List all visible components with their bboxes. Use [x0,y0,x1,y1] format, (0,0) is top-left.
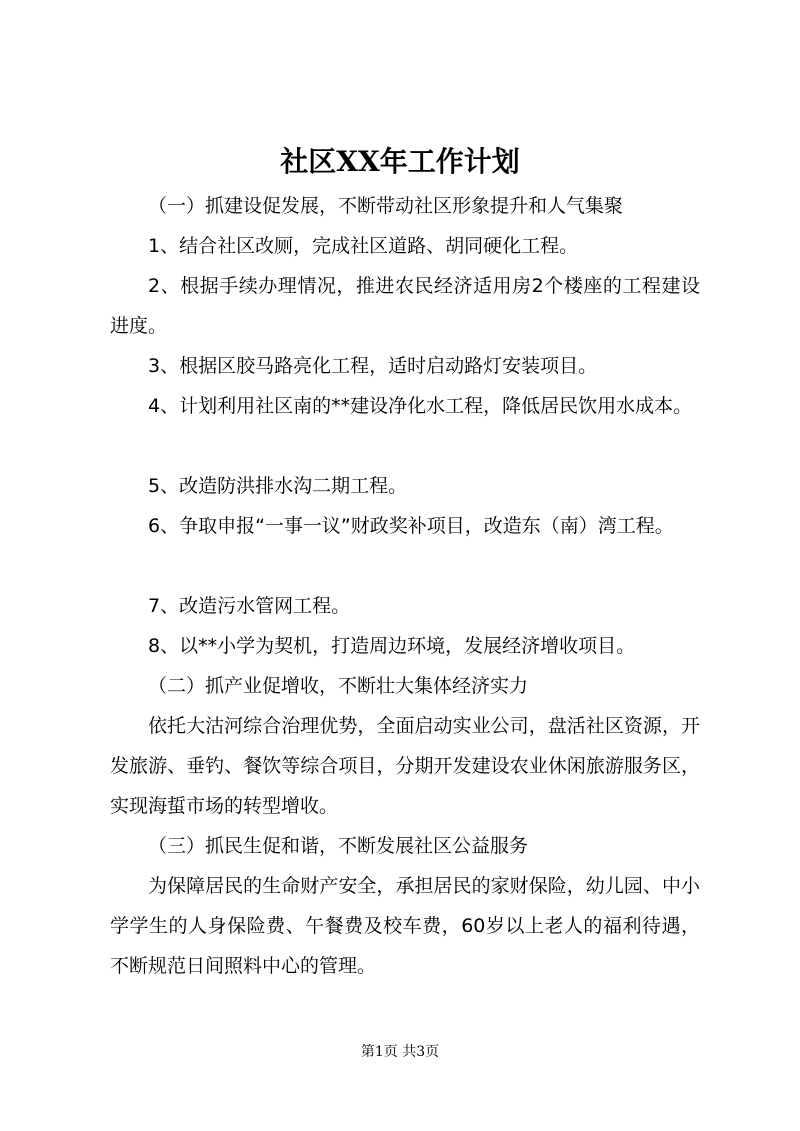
paragraph-item-3: 3、根据区胶马路亮化工程，适时启动路灯安装项目。 [148,355,598,377]
document-title: 社区XX年工作计划 [280,145,520,178]
paragraph-industry: 依托大沽河综合治理优势，全面启动实业公司，盘活社区资源，开发旅游、垂钓、餐饮等综合项目，分期开发建设农业休闲旅游服务区，实现海蜇市场的转型增收。 [110,715,700,817]
section-heading-1: （一）抓建设促发展，不断带动社区形象提升和人气集聚 [148,195,624,217]
paragraph-item-6: 6、争取申报“一事一议”财政奖补项目，改造东（南）湾工程。 [148,515,674,537]
paragraph-item-7: 7、改造污水管网工程。 [148,595,351,617]
page-number: 第1页 共3页 [360,1044,440,1060]
paragraph-item-5: 5、改造防洪排水沟二期工程。 [148,475,408,497]
paragraph-item-4: 4、计划利用社区南的**建设净化水工程，降低居民饮用水成本。 [148,395,693,417]
section-heading-3: （三）抓民生促和谐，不断发展社区公益服务 [148,835,529,857]
paragraph-item-2: 2、根据手续办理情况，推进农民经济适用房2个楼座的工程建设进度。 [110,275,700,337]
paragraph-livelihood: 为保障居民的生命财产安全，承担居民的家财保险，幼儿园、中小学学生的人身保险费、午餐费及校车费，60岁以上老人的福利待遇，不断规范日间照料中心的管理。 [110,875,700,977]
paragraph-item-1: 1、结合社区改厕，完成社区道路、胡同硬化工程。 [148,235,579,257]
section-heading-2: （二）抓产业促增收，不断壮大集体经济实力 [148,675,529,697]
paragraph-item-8: 8、以**小学为契机，打造周边环境，发展经济增收项目。 [148,635,636,657]
